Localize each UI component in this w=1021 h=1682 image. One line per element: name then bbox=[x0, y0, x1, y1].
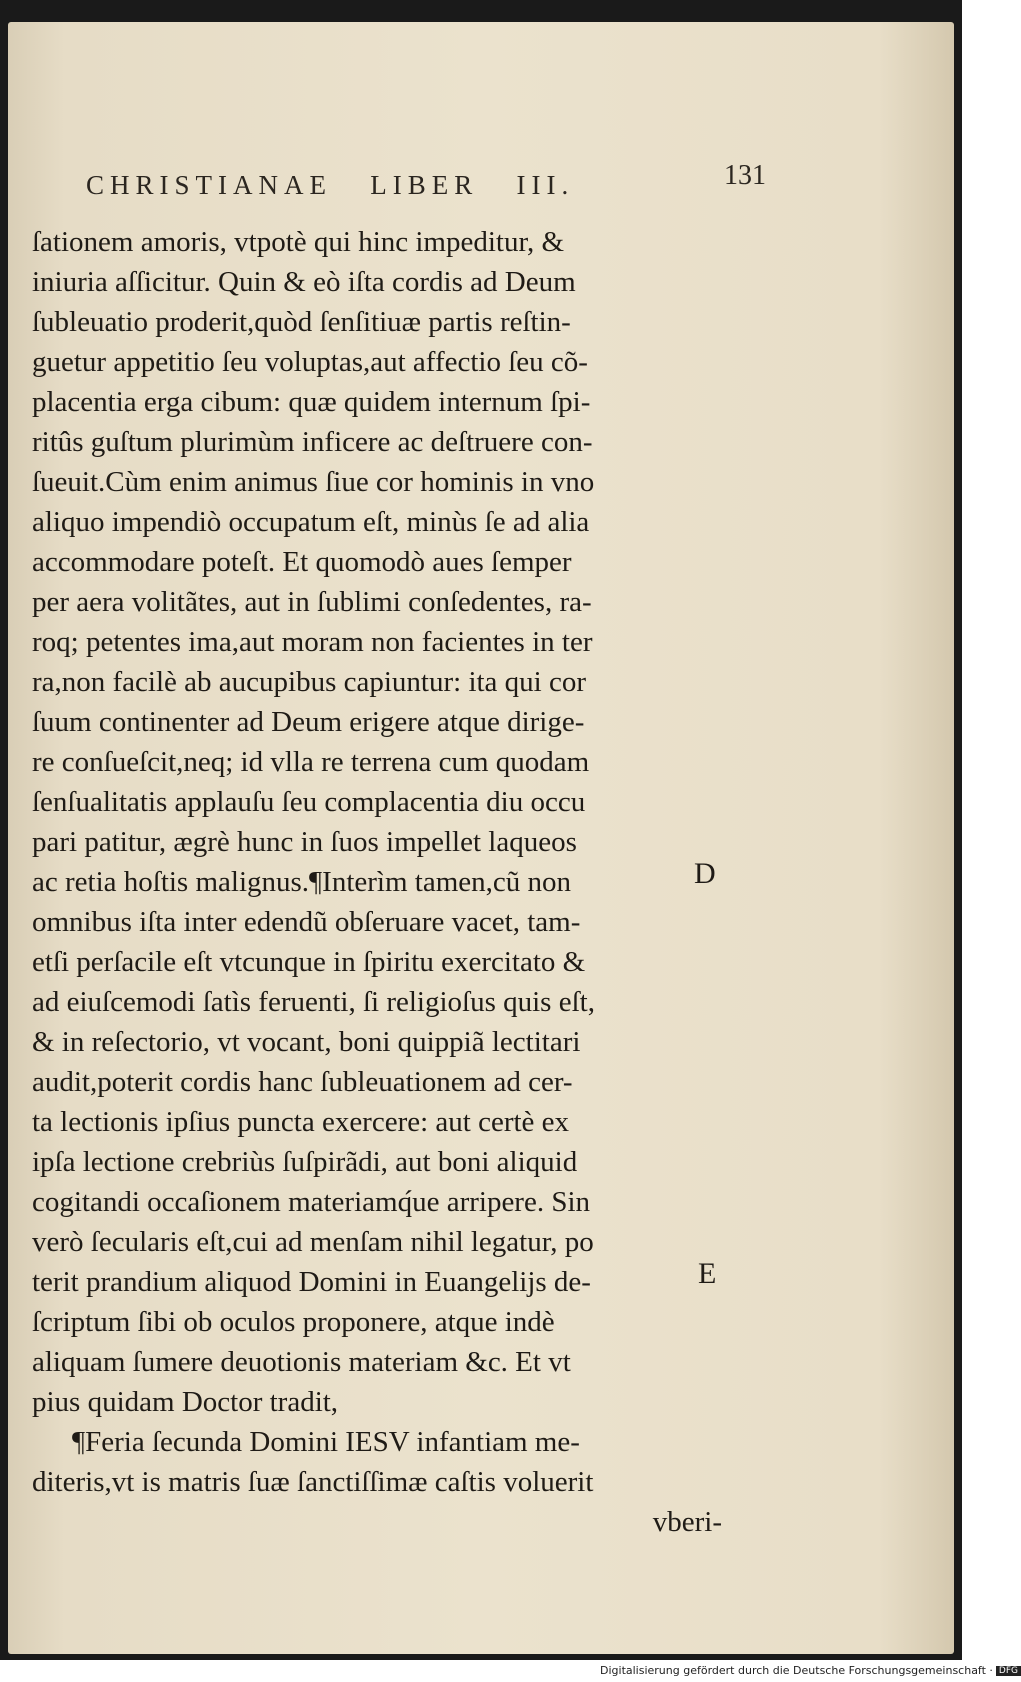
text-line: aliquo impendiò occupatum eſt, minùs ſe ad alia bbox=[32, 506, 590, 538]
margin-letter-e: E bbox=[698, 1257, 717, 1290]
text-line: pius quidam Doctor tradit, bbox=[32, 1386, 339, 1418]
text-line: ſubleuatio proderit,quòd ſenſitiuæ partis reſtin- bbox=[32, 306, 571, 338]
text-line: per aera volitãtes, aut in ſublimi conſedentes, ra- bbox=[32, 586, 592, 618]
text-line: ſueuit.Cùm enim animus ſiue cor hominis in vno bbox=[32, 466, 595, 498]
page-header bbox=[86, 160, 766, 208]
text-line: cogitandi occaſionem materiamq́ue arripere. Sin bbox=[32, 1186, 591, 1218]
text-line: ritûs guſtum plurimùm inficere ac deſtruere con- bbox=[32, 426, 593, 458]
text-line: & in reſectorio, vt vocant, boni quippiã lectitari bbox=[32, 1026, 581, 1058]
text-line: omnibus iſta inter edendũ obſeruare vacet, tam- bbox=[32, 906, 581, 938]
text-line: verò ſecularis eſt,cui ad menſam nihil legatur, po bbox=[32, 1226, 594, 1258]
text-line: etſi perſacile eſt vtcunque in ſpiritu exercitato & bbox=[32, 946, 586, 978]
page-number: 131 bbox=[724, 160, 766, 191]
dfg-logo-icon: DFG bbox=[996, 1666, 1021, 1676]
margin-letter-d: D bbox=[694, 857, 716, 890]
text-line: iniuria aſſicitur. Quin & eò iſta cordis ad Deum bbox=[32, 266, 576, 298]
body-text bbox=[32, 222, 732, 1542]
text-line: ac retia hoſtis malignus.¶Interìm tamen,cũ non bbox=[32, 866, 572, 898]
text-line: diteris,vt is matris ſuæ ſanctiſſimæ caſtis voluerit bbox=[32, 1466, 594, 1498]
text-line: ad eiuſcemodi ſatìs feruenti, ſi religioſus quis eſt, bbox=[32, 986, 595, 1018]
text-line: ſuum continenter ad Deum erigere atque dirige- bbox=[32, 706, 585, 738]
text-line: re conſueſcit,neq; id vlla re terrena cum quodam bbox=[32, 746, 590, 778]
text-line: audit,poterit cordis hanc ſubleuationem ad cer- bbox=[32, 1066, 573, 1098]
text-line: ta lectionis ipſius puncta exercere: aut certè ex bbox=[32, 1106, 570, 1138]
text-line: ipſa lectione crebriùs ſuſpirãdi, aut boni aliquid bbox=[32, 1146, 578, 1178]
catchword: vberi- bbox=[652, 1506, 722, 1538]
running-title: CHRISTIANAE LIBER III. bbox=[86, 170, 575, 200]
text-line: ¶Feria ſecunda Domini IESV infantiam me- bbox=[72, 1426, 580, 1458]
text-line: pari patitur, ægrè hunc in ſuos impellet laqueos bbox=[32, 826, 577, 858]
text-line: accommodare poteſt. Et quomodò aues ſemper bbox=[32, 546, 572, 578]
book-page bbox=[8, 22, 954, 1654]
text-line: roq; petentes ima,aut moram non facientes in ter bbox=[32, 626, 593, 658]
text-line: ſcriptum ſibi ob oculos proponere, atque indè bbox=[32, 1306, 555, 1338]
text-line: placentia erga cibum: quæ quidem internum ſpi- bbox=[32, 386, 591, 418]
text-line: guetur appetitio ſeu voluptas,aut affectio ſeu cõ- bbox=[32, 346, 588, 378]
text-line: ſenſualitatis applauſu ſeu complacentia diu occu bbox=[32, 786, 586, 818]
text-line: ſationem amoris, vtpotè qui hinc impeditur, & bbox=[32, 226, 565, 258]
text-line: terit prandium aliquod Domini in Euangelijs de- bbox=[32, 1266, 591, 1298]
text-line: ra,non facilè ab aucupibus capiuntur: ita qui cor bbox=[32, 666, 587, 698]
credit-text: Digitalisierung gefördert durch die Deutsche Forschungsgemeinschaft · bbox=[600, 1664, 993, 1677]
digitization-credit bbox=[600, 1664, 1019, 1680]
text-line: aliquam ſumere deuotionis materiam &c. Et vt bbox=[32, 1346, 571, 1378]
